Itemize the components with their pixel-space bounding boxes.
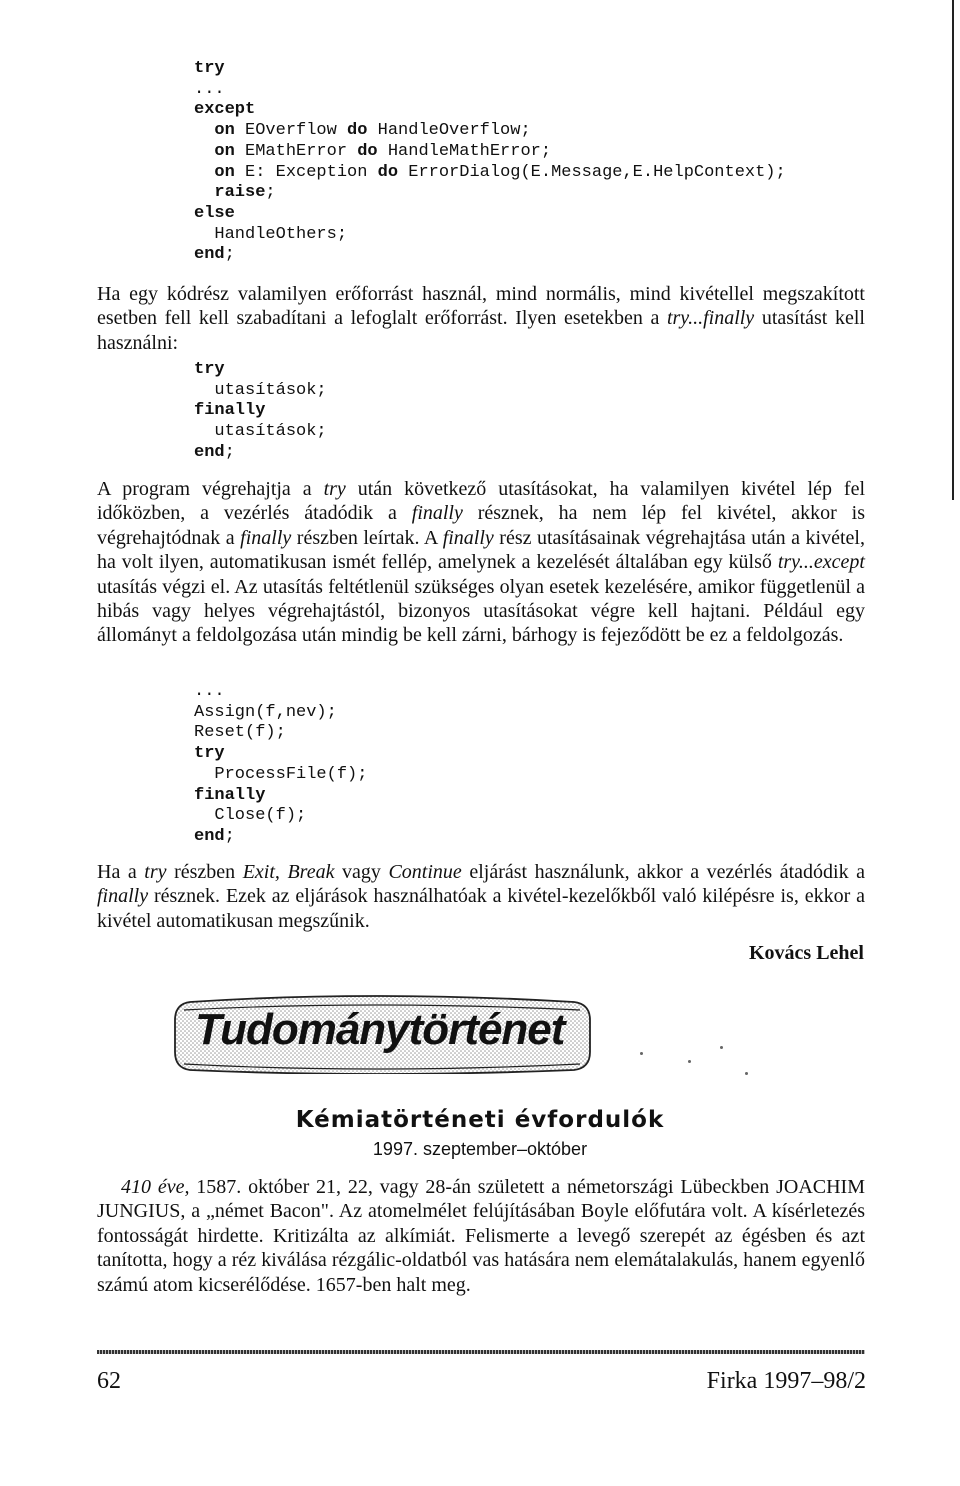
code-keyword: do [357, 141, 378, 161]
section-banner-title: Tudománytörténet [195, 1005, 565, 1054]
italic-text: finally [240, 526, 292, 549]
code-line: else [194, 203, 235, 223]
code-text: EMathError [234, 141, 358, 161]
text: Ha a [97, 861, 145, 883]
code-block-finally [194, 360, 327, 464]
text: A program végrehajtja a [97, 478, 324, 500]
scan-speck [688, 1060, 691, 1063]
journal-issue: Firka 1997–98/2 [706, 1368, 866, 1394]
scan-edge-line [952, 0, 954, 500]
code-line: try [194, 744, 225, 764]
text: részben [166, 861, 243, 883]
code-text: E: Exception [234, 162, 378, 182]
text: vagy [334, 861, 389, 883]
italic-text: finally [442, 526, 494, 549]
code-line: try [194, 360, 225, 379]
code-text: EOverflow [234, 121, 348, 141]
code-keyword: on [214, 162, 235, 182]
article-subtitle: 1997. szeptember–október [372, 1139, 588, 1159]
paragraph-jungius [97, 1175, 865, 1297]
italic-text: try...except [777, 551, 865, 574]
italic-text: try...finally [666, 307, 755, 330]
text: résznek. Ezek az eljárások használhatóak a kivétel-kezelőkből való kilépésre is, ekkor a kivétel automatikusan megszűnik. [97, 885, 865, 932]
code-line: Assign(f,nev); [194, 702, 337, 722]
code-text: ; [224, 245, 235, 265]
code-keyword: raise [214, 183, 266, 203]
scan-speck [720, 1046, 723, 1049]
text: 1587. október 21, 22, vagy 28-án született a németországi Lübeckben JOACHIM JUNGIUS, a „német Bacon". Az atomelmélet felújításában Boyle előfutára volt. A kísérletezés fontosságát hirdette. Kritizálta az alkímiát. Felismerte a levegő szerepét az égésben és azt tanította, hogy a réz kiválása rézgálic-oldatból vas hatására nem elemátalakulás, hanem egyenlő számú atom kicserélődése. 1657-ben halt meg. [97, 1176, 865, 1296]
code-line: ProcessFile(f); [214, 764, 368, 784]
code-text: HandleMathError; [377, 141, 552, 161]
code-keyword: do [347, 121, 368, 141]
code-text: ErrorDialog(E.Message,E.HelpContext); [398, 162, 786, 182]
code-line: try [194, 59, 225, 78]
code-keyword: end [194, 826, 225, 846]
paragraph-exit-break [97, 860, 865, 933]
text: rész utasításainak végrehajtása után a kivétel, ha volt ilyen, automatikusan ismét fellép, amelynek a kezelését általában egy külső [97, 526, 865, 574]
code-keyword: do [377, 162, 399, 182]
paragraph-finally-explanation [97, 477, 865, 648]
article-title: Kémiatörténeti évfordulók [295, 1107, 665, 1133]
code-text: ; [265, 183, 276, 203]
code-line: ... [194, 682, 225, 701]
code-line: ... [194, 79, 225, 99]
code-line: except [194, 100, 256, 120]
author-signature: Kovács Lehel [749, 942, 864, 964]
scan-speck [745, 1072, 748, 1075]
footer-rule [97, 1350, 865, 1354]
text: utasítást kell használni: [97, 307, 865, 354]
italic-text: 410 éve, [121, 1176, 190, 1198]
text: utasítás végzi el. Az utasítás feltétlenül szükséges olyan esetek kezelésére, amikor függetlenül a hibás vagy helyes végrehajtástól, bizonyos utasításokat végre kell hajtani. Például egy állományt a feldolgozása után mindig be kell zárni, bárhogy is fejeződött be ez a feldolgozás. [97, 575, 865, 647]
text: résznek, ha nem lép fel kivétel, akkor is végrehajtódnak a [97, 502, 865, 549]
italic-text: try [323, 478, 346, 500]
code-block-file-example [194, 682, 367, 848]
italic-text: finally [411, 502, 463, 525]
text: részben leírtak. A [291, 526, 443, 549]
text: Ha egy kódrész valamilyen erőforrást használ, mind normális, mind kivétellel megszakított esetben fell kell szabadítani a lefoglalt erőforrást. Ilyen esetekben a [97, 283, 865, 330]
paragraph-intro [97, 282, 865, 355]
italic-text: try [144, 861, 167, 883]
italic-text: Exit, Break [242, 861, 335, 883]
code-line: Reset(f); [194, 723, 286, 743]
code-text: ; [224, 826, 235, 846]
code-line: HandleOthers; [214, 224, 348, 244]
code-line: utasítások; [214, 380, 327, 400]
text: után következő utasításokat, ha valamilyen kivétel lép fel időközben, a vezérlés átadódik a [97, 478, 866, 525]
code-line: finally [194, 401, 266, 421]
code-line: Close(f); [214, 806, 307, 826]
code-line: finally [194, 785, 266, 805]
code-keyword: end [194, 442, 225, 462]
italic-text: finally [97, 885, 149, 908]
code-text: HandleOverflow; [367, 121, 531, 141]
code-keyword: on [214, 121, 235, 141]
italic-text: Continue [388, 861, 462, 883]
code-keyword: on [214, 141, 235, 161]
code-text: ; [224, 442, 235, 462]
code-block-except [194, 59, 786, 266]
text: eljárást használunk, akkor a vezérlés átadódik a [461, 861, 865, 883]
code-line: utasítások; [214, 422, 327, 442]
page-number: 62 [97, 1368, 121, 1394]
code-keyword: end [194, 245, 225, 265]
scan-speck [640, 1052, 643, 1055]
